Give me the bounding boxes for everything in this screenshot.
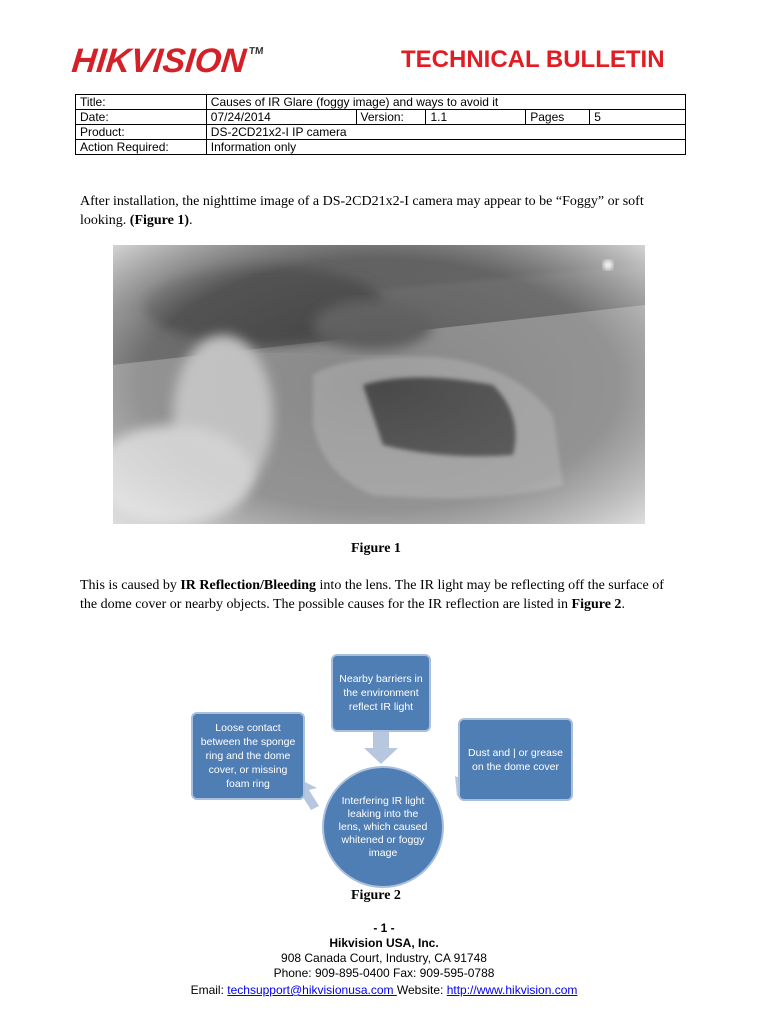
foggy-scene-illustration xyxy=(113,245,645,524)
version-value: 1.1 xyxy=(426,110,526,125)
cause-paragraph: This is caused by IR Reflection/Bleeding into the lens. The IR light may be reflecting off the surface of the dome cover or nearby objects. The possible causes for the IR reflection are listed in Figure 2. xyxy=(80,578,664,612)
figure2-caption: Figure 2 xyxy=(351,888,401,903)
trademark-symbol: TM xyxy=(248,46,264,57)
down-arrow-icon xyxy=(364,732,398,764)
document-type-title: TECHNICAL BULLETIN xyxy=(401,46,665,73)
product-value: DS-2CD21x2-I IP camera xyxy=(206,125,685,140)
interfering-ir-circle: Interfering IR light leaking into the lens, which caused whitened or foggy image xyxy=(322,766,444,888)
title-label: Title: xyxy=(76,95,207,110)
ir-causes-diagram xyxy=(185,648,580,888)
table-row-title xyxy=(76,95,686,110)
ir-reflection-term: IR Reflection/Bleeding xyxy=(180,578,317,593)
page-number: - 1 - xyxy=(373,921,395,935)
table-row-product xyxy=(76,125,686,140)
pages-value: 5 xyxy=(590,110,686,125)
figure2-reference: Figure 2 xyxy=(571,597,622,612)
action-label: Action Required: xyxy=(76,140,207,155)
phone-fax: Phone: 909-895-0400 Fax: 909-595-0788 xyxy=(273,966,495,980)
title-value: Causes of IR Glare (foggy image) and ways to avoid it xyxy=(206,95,685,110)
dust-grease-box: Dust and | or grease on the dome cover xyxy=(458,718,573,801)
company-address: 908 Canada Court, Industry, CA 91748 xyxy=(281,951,487,965)
foggy-night-camera-photo xyxy=(113,245,645,524)
company-name: Hikvision USA, Inc. xyxy=(329,936,439,950)
hikvision-logo: HIKVISION™ xyxy=(70,42,264,80)
figure1-reference: (Figure 1) xyxy=(129,213,190,228)
pages-label: Pages xyxy=(526,110,590,125)
nearby-barriers-box: Nearby barriers in the environment reflect IR light xyxy=(331,654,431,732)
table-row-date xyxy=(76,110,686,125)
date-value: 07/24/2014 xyxy=(206,110,356,125)
bulletin-info-table xyxy=(75,94,686,155)
loose-contact-box: Loose contact between the sponge ring and the dome cover, or missing foam ring xyxy=(191,712,305,800)
date-label: Date: xyxy=(76,110,207,125)
product-label: Product: xyxy=(76,125,207,140)
website-link[interactable]: http://www.hikvision.com xyxy=(446,983,578,997)
email-link[interactable]: techsupport@hikvisionusa.com xyxy=(227,983,397,997)
contact-line: Email: techsupport@hikvisionusa.com Website: http://www.hikvision.com xyxy=(190,983,578,997)
action-value: Information only xyxy=(206,140,685,155)
table-row-action xyxy=(76,140,686,155)
figure1-caption: Figure 1 xyxy=(351,541,401,556)
version-label: Version: xyxy=(356,110,426,125)
intro-paragraph: After installation, the nighttime image of a DS-2CD21x2-I camera may appear to be “Foggy” or soft looking. (Figure 1). xyxy=(80,194,644,228)
